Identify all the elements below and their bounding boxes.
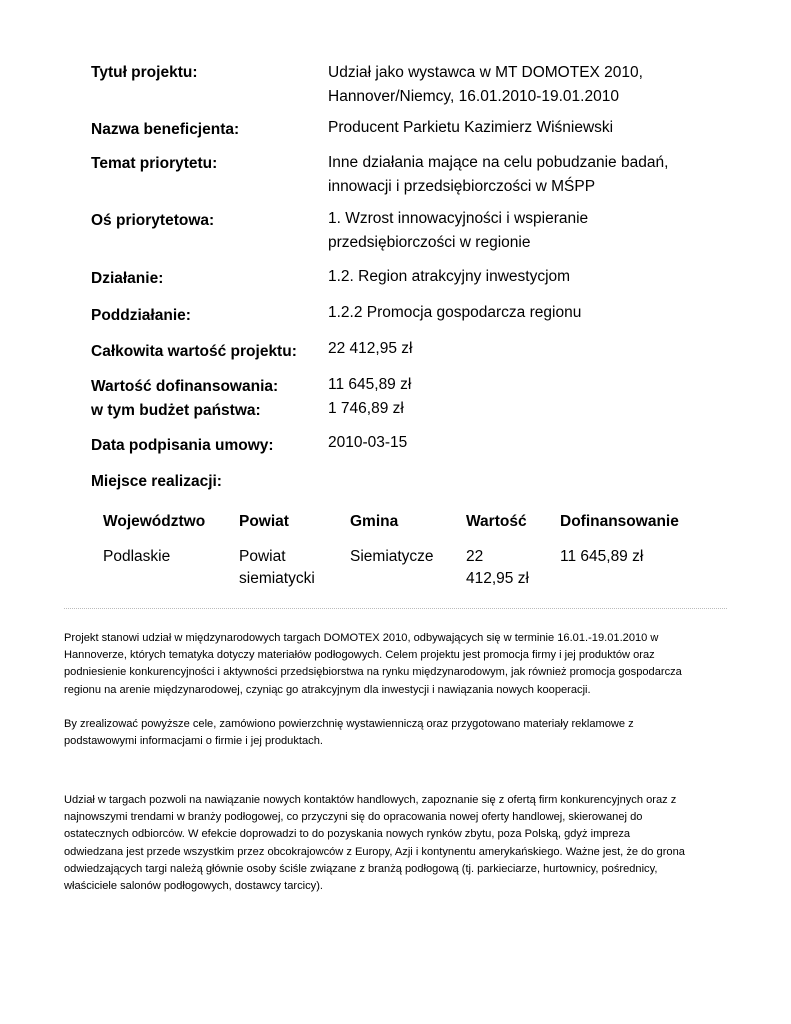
paragraph-line: regionu na arenie międzynarodowej, czyniąc go atrakcyjnym dla inwestycji i nawiązania nowych kooperacji. <box>64 683 591 696</box>
cell-cofinancing: 11 645,89 zł <box>560 548 644 565</box>
title-label: Tytuł projektu: <box>91 64 198 81</box>
location-label: Miejsce realizacji: <box>91 473 222 490</box>
cell-value-line-1: 22 <box>466 548 484 565</box>
paragraph-line: podstawowymi informacjami o firmie i jej produktach. <box>64 735 323 748</box>
paragraph-line: Udział w targach pozwoli na nawiązanie nowych kontaktów handlowych, zapoznanie się z ofertą firm konkurencyjnych oraz z <box>64 794 677 806</box>
column-header-commune: Gmina <box>350 513 399 530</box>
total-value-value: 22 412,95 zł <box>328 340 413 357</box>
description-paragraph-3 <box>64 792 728 895</box>
beneficiary-value: Producent Parkietu Kazimierz Wiśniewski <box>328 119 614 136</box>
paragraph-line: najnowszymi trendami w branży podłogowej, co przyczyni się do opracowania nowej oferty handlowej, skierowanej do <box>64 811 643 824</box>
priority-theme-line-2: innowacji i przedsiębiorczości w MŚPP <box>328 178 596 195</box>
state-budget-label: w tym budżet państwa: <box>91 402 261 419</box>
cell-value-line-2: 412,95 zł <box>466 570 529 587</box>
title-value-line-2: Hannover/Niemcy, 16.01.2010-19.01.2010 <box>328 88 619 105</box>
priority-theme-line-1: Inne działania mające na celu pobudzanie badań, <box>328 154 669 171</box>
action-label: Działanie: <box>91 270 164 287</box>
column-header-cofinancing: Dofinansowanie <box>560 513 679 530</box>
paragraph-line: właściciele salonów podłogowych, dostawcy tarcicy). <box>64 880 323 893</box>
cell-voivodeship: Podlaskie <box>103 548 171 565</box>
column-header-voivodeship: Województwo <box>103 513 206 530</box>
description-paragraph-2 <box>64 716 728 750</box>
column-header-value: Wartość <box>466 513 527 530</box>
cell-county <box>239 538 350 590</box>
description-paragraph-1 <box>64 630 728 699</box>
action-value: 1.2. Region atrakcyjny inwestycjom <box>328 268 571 285</box>
column-header-county: Powiat <box>239 513 289 530</box>
paragraph-line: odwiedzających targi należą głównie osoby ściśle związane z branżą podłogową (tj. parkieciarze, hurtownicy, pośrednicy, <box>64 862 658 875</box>
paragraph-line: odwiedzana jest przede wszystkim przez obcokrajowców z Europy, Azji i kontynentu amerykańskiego. Ważne jest, że do grona <box>64 845 685 858</box>
section-divider <box>64 608 727 609</box>
state-budget-amount: 1 746,89 zł <box>328 400 404 417</box>
priority-axis-label: Oś priorytetowa: <box>91 212 215 229</box>
signing-date-label: Data podpisania umowy: <box>91 437 274 454</box>
title-value <box>328 61 758 109</box>
paragraph-line: Projekt stanowi udział w międzynarodowych targach DOMOTEX 2010, odbywających się w terminie 16.01.-19.01.2010 w <box>64 632 659 644</box>
priority-axis-line-1: 1. Wzrost innowacyjności i wspieranie <box>328 210 589 227</box>
cell-county-line-2: siemiatycki <box>239 570 315 587</box>
cofinancing-amount: 11 645,89 zł <box>328 376 412 393</box>
subaction-label: Poddziałanie: <box>91 307 191 324</box>
paragraph-line: Hannoverze, których tematyka dotyczy materiałów podłogowych. Celem projektu jest promocja firmy i jej produktów oraz <box>64 649 655 662</box>
cofinancing-label <box>91 375 278 423</box>
paragraph-line: By zrealizować powyższe cele, zamówiono powierzchnię wystawienniczą oraz przygotowano materiały reklamowe z <box>64 718 634 730</box>
signing-date-value: 2010-03-15 <box>328 434 408 451</box>
paragraph-line: ostatecznych odbiorców. W efekcie doprowadzi to do pozyskania nowych rynków zbytu, poza Polską, gdyż impreza <box>64 828 631 841</box>
priority-theme-value <box>328 151 758 199</box>
cofinancing-label-line: Wartość dofinansowania: <box>91 378 279 395</box>
location-table <box>103 510 700 590</box>
table-row <box>103 538 700 590</box>
cell-commune: Siemiatycze <box>350 548 434 565</box>
total-value-label: Całkowita wartość projektu: <box>91 343 297 360</box>
location-table-header <box>103 510 700 538</box>
priority-axis-line-2: przedsiębiorczości w regionie <box>328 234 531 251</box>
cell-value <box>466 538 560 590</box>
priority-axis-value <box>328 207 758 255</box>
title-value-line-1: Udział jako wystawca w MT DOMOTEX 2010, <box>328 64 643 81</box>
priority-theme-label: Temat priorytetu: <box>91 155 218 172</box>
cofinancing-value <box>328 373 758 421</box>
paragraph-line: podniesienie konkurencyjności i aktywności przedsiębiorstwa na rynku międzynarodowym, jak również promocja gospodarcza <box>64 666 682 679</box>
subaction-value: 1.2.2 Promocja gospodarcza regionu <box>328 304 582 321</box>
cell-county-line-1: Powiat <box>239 548 286 565</box>
beneficiary-label: Nazwa beneficjenta: <box>91 121 240 138</box>
